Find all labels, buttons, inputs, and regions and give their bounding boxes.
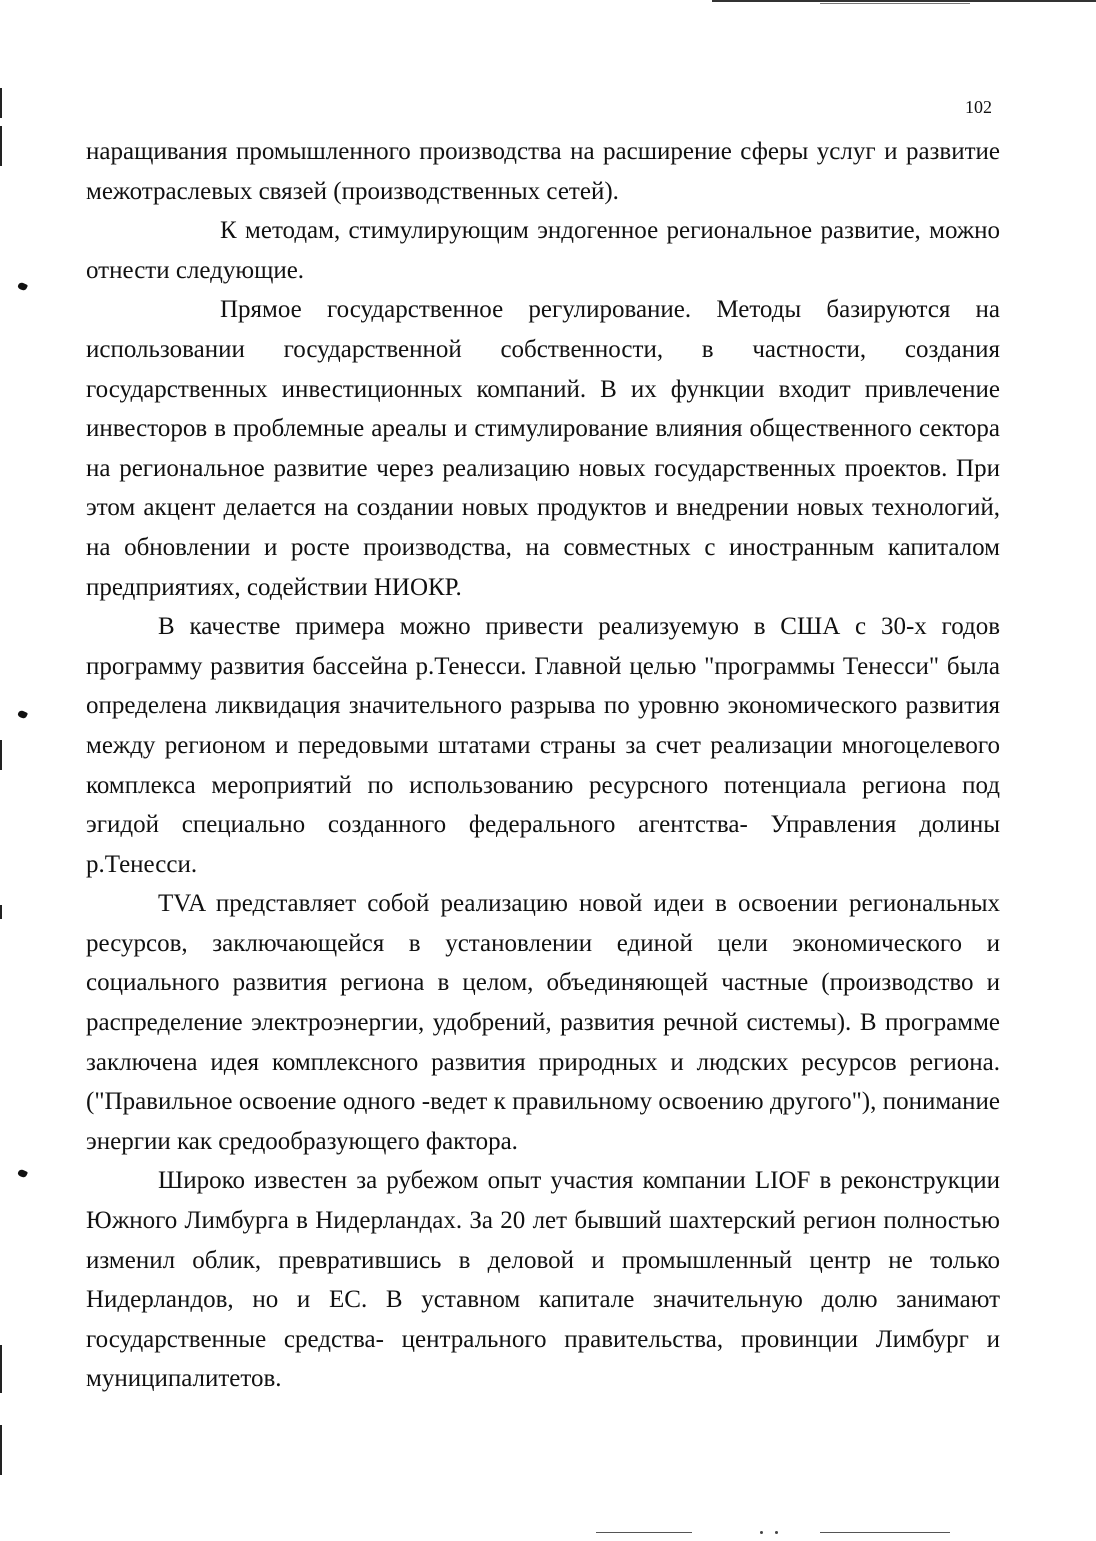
top-scan-rule xyxy=(712,0,1096,2)
margin-hole-punch-mark xyxy=(17,281,28,291)
bottom-scan-rule xyxy=(596,1532,692,1533)
left-scan-edge-mark xyxy=(0,1345,2,1393)
margin-hole-punch-mark xyxy=(17,1168,28,1178)
top-scan-rule-secondary xyxy=(820,3,970,4)
paragraph-continuation: наращивания промышленного производства на расширение сферы услуг и развитие межотраслевых связей (производственных сетей). xyxy=(86,138,1000,205)
paragraph-liof: Широко известен за рубежом опыт участия компании LIOF в реконструкции Южного Лимбурга в Нидерландах. За 20 лет бывший шахтерский регион полностью изменил облик, превратившись в деловой и промышленный центр не только Нидерландов, но и ЕС. В уставном капитале значительную долю занимают государственные средства- центрального правительства, провинции Лимбург и муниципалитетов. xyxy=(86,1167,1000,1393)
bottom-scan-dot xyxy=(775,1531,778,1534)
page-number: 102 xyxy=(965,97,992,117)
paragraph-tennessee-program: В качестве примера можно привести реализуемую в США с 30-х годов программу развития бассейна р.Тенесси. Главной целью "программы Тенесси" была определена ликвидация значительного разрыва по уровню экономического развития между регионом и передовыми штатами страны за счет реализации многоцелевого комплекса мероприятий по использованию ресурсного потенциала региона под эгидой специально созданного федерального агентства- Управления долины р.Тенесси. xyxy=(86,613,1000,878)
document-body xyxy=(86,132,1000,1399)
paragraph-tva: TVA представляет собой реализацию новой идеи в освоении региональных ресурсов, заключающейся в установлении единой цели экономического и социального развития региона в целом, объединяющей частные (производство и распределение электроэнергии, удобрений, развития речной системы). В программе заключена идея комплексного развития природных и людских ресурсов региона. ("Правильное освоение одного -ведет к правильному освоению другого"), понимание энергии как средообразующего фактора. xyxy=(86,890,1000,1155)
paragraph-methods-intro: К методам, стимулирующим эндогенное региональное развитие, можно отнести следующие. xyxy=(86,217,1000,284)
left-scan-edge-mark xyxy=(0,88,2,118)
left-scan-edge-mark xyxy=(0,126,2,166)
left-scan-edge-mark xyxy=(0,740,2,770)
bottom-scan-rule xyxy=(820,1532,950,1533)
margin-hole-punch-mark xyxy=(17,709,28,719)
bottom-scan-dot xyxy=(760,1531,763,1534)
left-scan-edge-mark xyxy=(0,905,2,919)
paragraph-direct-regulation: Прямое государственное регулирование. Методы базируются на использовании государственной собственности, в частности, создания государственных инвестиционных компаний. В их функции входит привлечение инвесторов в проблемные ареалы и стимулирование влияния общественного сектора на региональное развитие через реализацию новых государственных проектов. При этом акцент делается на создании новых продуктов и внедрении новых технологий, на обновлении и росте производства, на совместных с иностранным капиталом предприятиях, содействии НИОКР. xyxy=(86,296,1000,601)
left-scan-edge-mark xyxy=(0,1425,2,1475)
